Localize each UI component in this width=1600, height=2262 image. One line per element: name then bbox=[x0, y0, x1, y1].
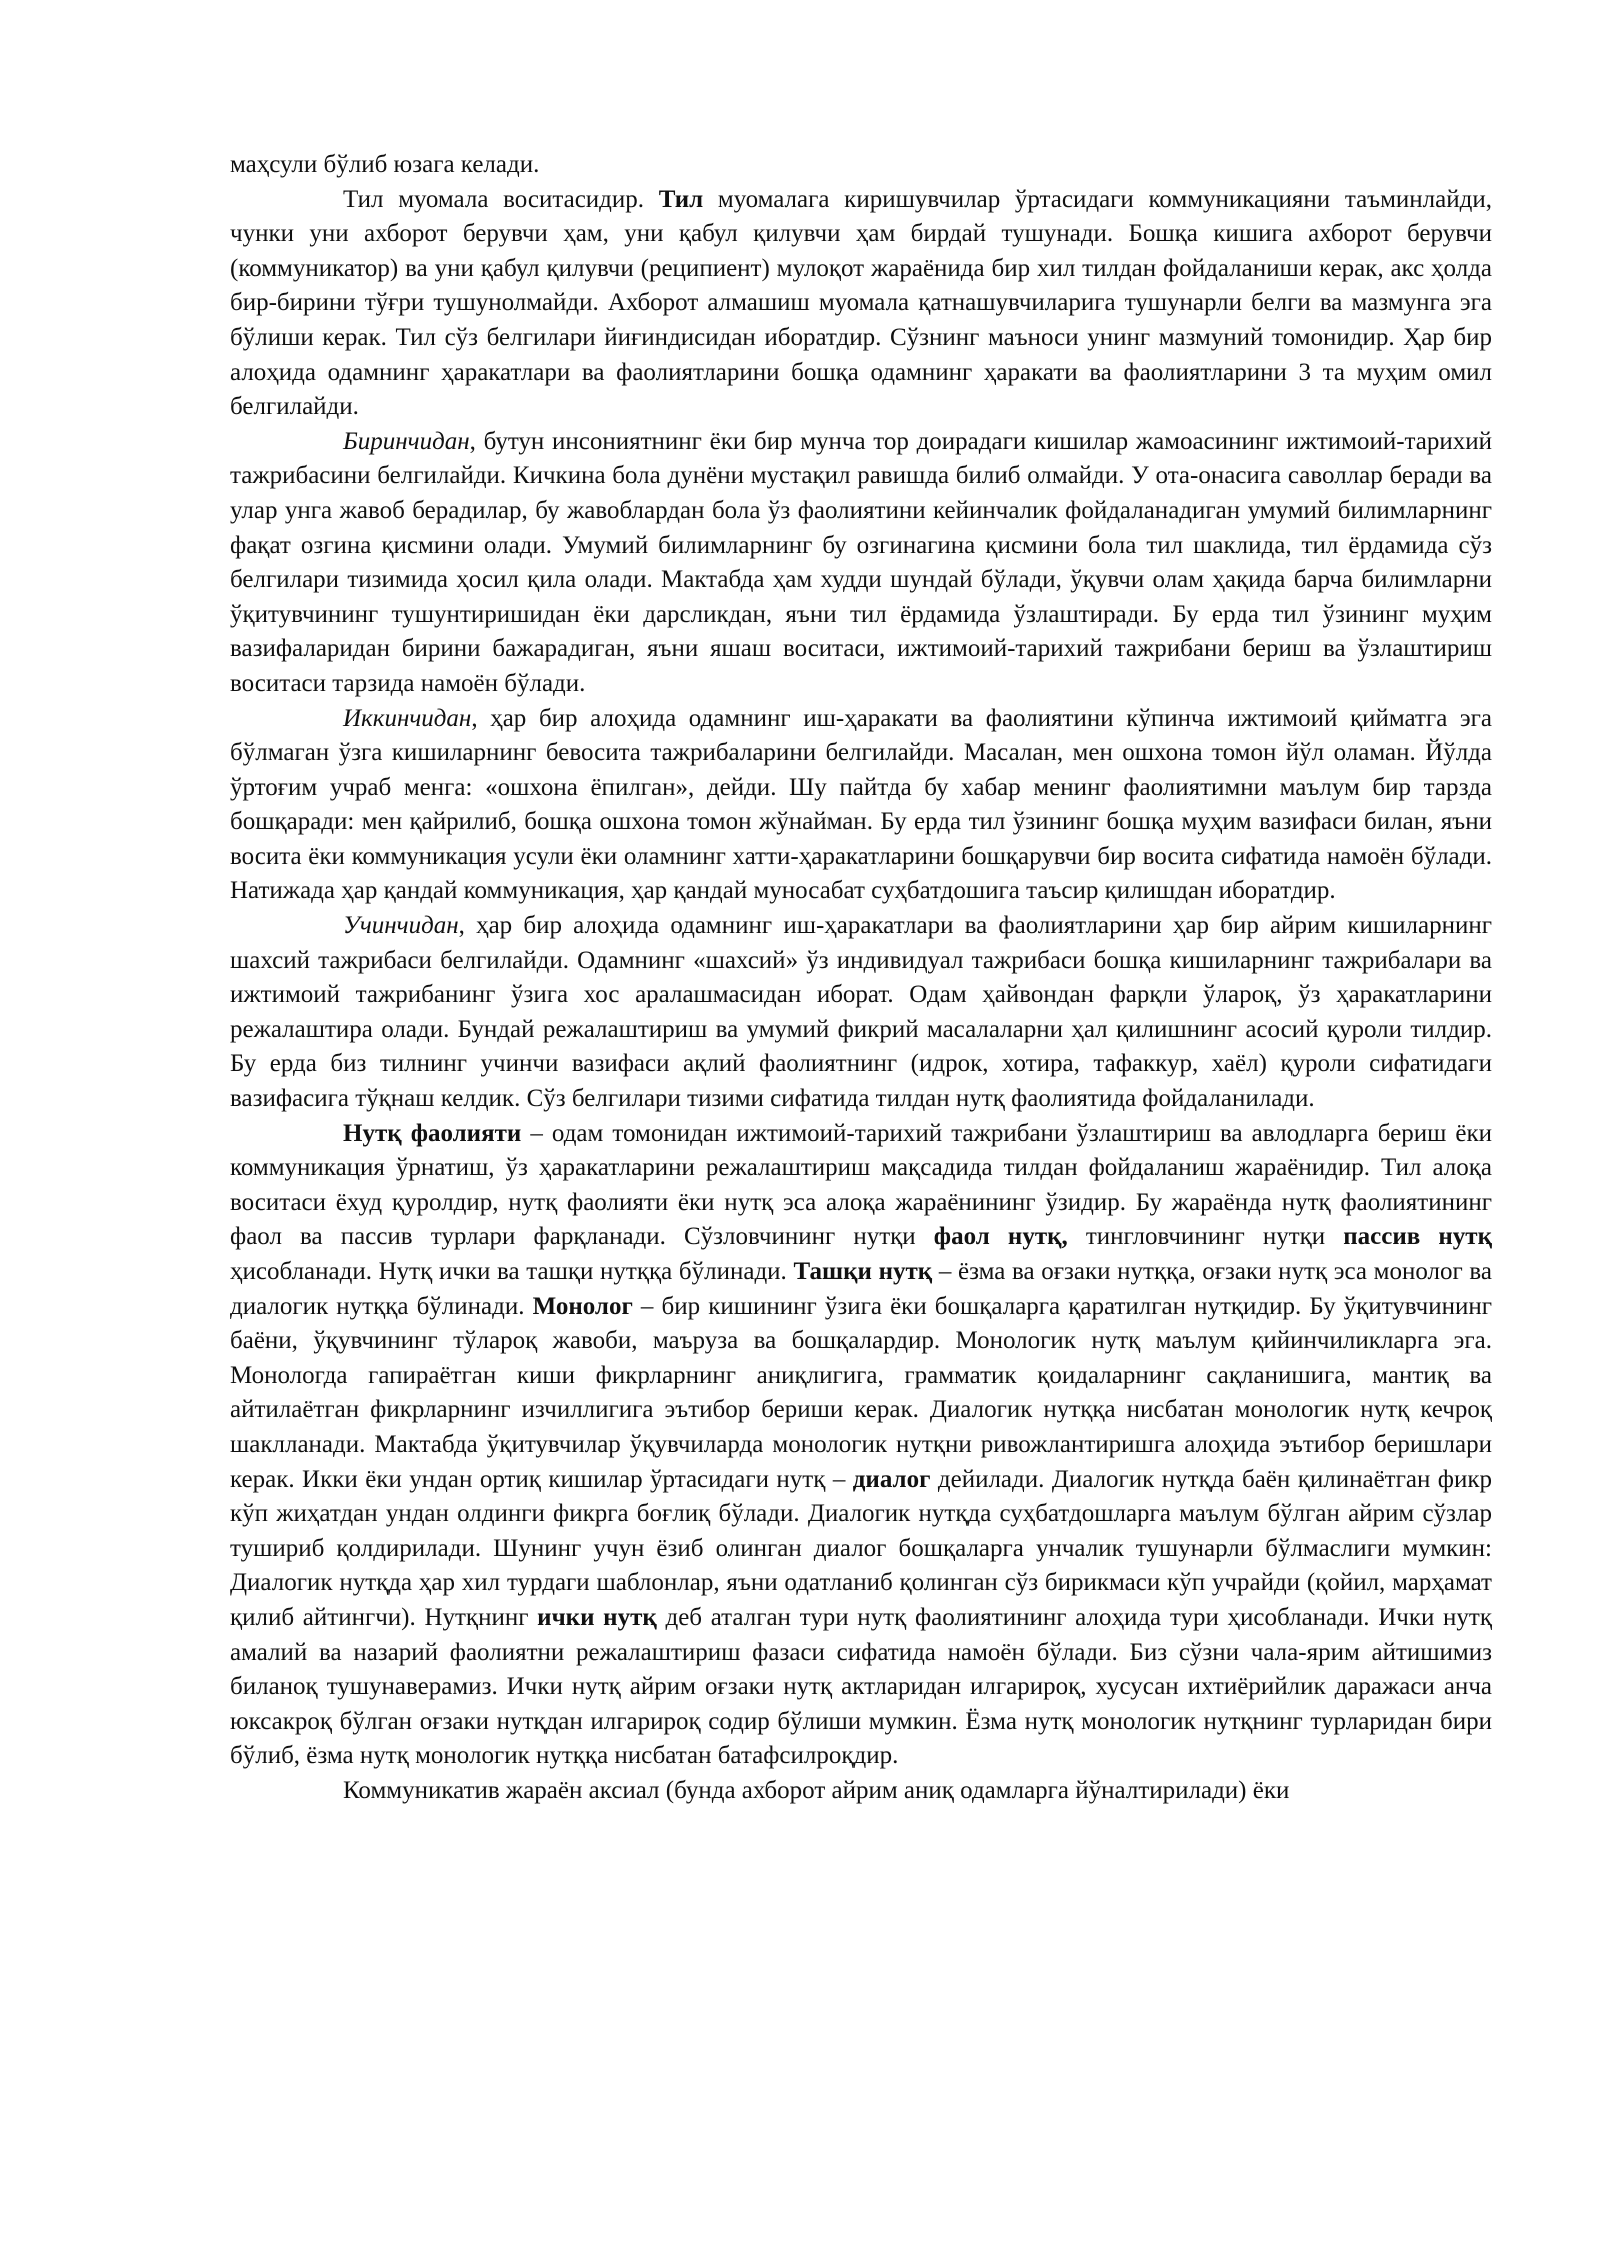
paragraph bbox=[230, 1774, 1492, 1809]
document-body bbox=[230, 148, 1492, 1809]
text-run: , ҳар бир алоҳида одамнинг иш-ҳаракати ва фаолиятини кўпинча ижтимоий қийматга эга бўлмаган ўзга кишиларнинг бевосита тажрибаларини белгилайди. Масалан, мен ошхона томон йўл оламан. Йўлда ўртоғим учраб менга: «ошхона ёпилган», дейди. Шу пайтда бу хабар менинг фаолиятимни маълум бир тарзда бошқаради: мен қайрилиб, бошқа ошхона томон жўнайман. Бу ерда тил ўзининг бошқа муҳим вазифаси билан, яъни восита ёки коммуникация усули ёки оламнинг хатти-ҳаракатларини бошқарувчи бир восита сифатида намоён бўлади. Натижада ҳар қандай коммуникация, ҳар қандай муносабат суҳбатдошига таъсир қилишдан иборатдир. bbox=[230, 704, 1492, 905]
text-run: – ёзма ва оғзаки нутққа, оғзаки нутқ эса монолог ва диалогик нутққа бўлинади. bbox=[230, 1258, 1492, 1320]
text-run: , бутун инсониятнинг ёки бир мунча тор доирадаги кишилар жамоасининг ижтимоий-тарихий тажрибасини белгилайди. Кичкина бола дунёни мустақил равишда билиб олмайди. У ота-онасига саволлар беради ва улар унга жавоб берадилар, бу жавоблардан бола ўз фаолиятини кейинчалик фойдаланадиган умумий билимларнинг фақат озгина қисмини олади. Умумий билимларнинг бу озгинагина қисмини бола тил шаклида, тил ёрдамида сўз белгилари тизимида ҳосил қила олади. Мактабда ҳам худди шундай бўлади, ўқувчи олам ҳақида барча билимларни ўқитувчининг тушунтиришидан ёки дарсликдан, яъни тил ёрдамида ўзлаштиради. Бу ерда тил ўзининг муҳим вазифаларидан бирини бажарадиган, яъни яшаш воситаси, ижтимоий-тарихий тажрибани бериш ва ўзлаштириш воситаси тарзида намоён бўлади. bbox=[230, 427, 1492, 697]
italic-term: Учинчидан bbox=[343, 912, 459, 940]
paragraph bbox=[230, 148, 1492, 183]
bold-term: ички нутқ bbox=[537, 1603, 657, 1631]
text-run: – одам томонидан ижтимоий-тарихий тажрибани ўзлаштириш ва авлодларга бериш ёки коммуникация ўрнатиш, ўз ҳаракатларини режалаштириш мақсадида тилдан фойдаланиш жараёнидир. Тил алоқа воситаси ёхуд қуролдир, нутқ фаолияти ёки нутқ эса алоқа жараёнининг ўзидир. Бу жараёнда нутқ фаолиятининг фаол ва пассив турлари фарқланади. Сўзловчининг нутқи bbox=[230, 1119, 1492, 1251]
bold-term: фаол нутқ, bbox=[933, 1223, 1068, 1251]
paragraph bbox=[230, 183, 1492, 425]
text-run: тингловчининг нутқи bbox=[1067, 1223, 1344, 1251]
text-run: Тил муомала воситасидир. bbox=[343, 185, 659, 213]
paragraph bbox=[230, 1117, 1492, 1774]
text-run: – бир кишининг ўзига ёки бошқаларга қаратилган нутқидир. Бу ўқитувчининг баёни, ўқувчининг тўлароқ жавоби, маъруза ва бошқалардир. Монологик нутқ маълум қийинчиликларга эга. Монологда гапираётган киши фикрларнинг аниқлигига, грамматик қоидаларнинг сақланишига, мантиқ ва айтилаётган фикрларнинг изчиллигига эътибор бериши керак. Диалогик нутққа нисбатан монологик нутқ кечроқ шаклланади. Мактабда ўқитувчилар ўқувчиларда монологик нутқни ривожлантиришга алоҳида эътибор беришлари керак. Икки ёки ундан ортиқ кишилар ўртасидаги нутқ – bbox=[230, 1292, 1492, 1493]
paragraph bbox=[230, 425, 1492, 702]
text-run: маҳсули бўлиб юзага келади. bbox=[230, 151, 540, 178]
paragraph bbox=[230, 702, 1492, 910]
bold-term: Монолог bbox=[532, 1292, 633, 1320]
bold-term: Нутқ фаолияти bbox=[343, 1119, 522, 1147]
bold-term: пассив нутқ bbox=[1343, 1223, 1492, 1251]
text-run: , ҳар бир алоҳида одамнинг иш-ҳаракатлари ва фаолиятларини ҳар бир айрим кишиларнинг шахсий тажрибаси белгилайди. Одамнинг «шахсий» ўз индивидуал тажрибаси бошқа кишиларнинг тажрибалари ва ижтимоий тажрибанинг ўзига хос аралашмасидан иборат. Одам ҳайвондан фарқли ўлароқ, ўз ҳаракатларини режалаштира олади. Бундай режалаштириш ва умумий фикрий масалаларни ҳал қилишнинг асосий қуроли тилдир. Бу ерда биз тилнинг учинчи вазифаси ақлий фаолиятнинг (идрок, хотира, тафаккур, хаёл) қуроли сифатидаги вазифасига тўқнаш келдик. Сўз белгилари тизими сифатида тилдан нутқ фаолиятида фойдаланилади. bbox=[230, 912, 1492, 1113]
text-run: ҳисобланади. Нутқ ички ва ташқи нутққа бўлинади. bbox=[230, 1258, 794, 1285]
italic-term: Биринчидан bbox=[343, 427, 470, 455]
italic-term: Иккинчидан bbox=[343, 704, 472, 732]
text-run: муомалага киришувчилар ўртасидаги коммуникацияни таъминлайди, чунки уни ахборот берувчи ҳам, уни қабул қилувчи ҳам бирдай тушунади. Бошқа кишига ахборот берувчи (коммуникатор) ва уни қабул қилувчи (реципиент) мулоқот жараёнида бир хил тилдан фойдаланиши керак, акс ҳолда бир-бирини тўғри тушунолмайди. Ахборот алмашиш муомала қатнашувчиларига тушунарли белги ва мазмунга эга бўлиши керак. Тил сўз белгилари йиғиндисидан иборатдир. Сўзнинг маъноси унинг мазмуний томонидир. Ҳар бир алоҳида одамнинг ҳаракатлари ва фаолиятларини бошқа одамнинг ҳаракати ва фаолиятларини 3 та муҳим омил белгилайди. bbox=[230, 185, 1492, 421]
bold-term: диалог bbox=[852, 1465, 931, 1493]
bold-term: Тил bbox=[658, 185, 704, 213]
paragraph bbox=[230, 909, 1492, 1117]
bold-term: Ташқи нутқ bbox=[793, 1258, 933, 1285]
text-run: Коммуникатив жараён аксиал (бунда ахборот айрим аниқ одамларга йўналтирилади) ёки bbox=[343, 1776, 1290, 1804]
text-run: дейилади. Диалогик нутқда баён қилинаётган фикр кўп жиҳатдан ундан олдинги фикрга боғлиқ бўлади. Диалогик нутқда суҳбатдошларга маълум бўлган айрим сўзлар тушириб қолдирилади. Шунинг учун ёзиб олинган диалог бошқаларга унчалик тушунарли бўлмаслиги мумкин: Диалогик нутқда ҳар хил турдаги шаблонлар, яъни одатланиб қолинган сўз бирикмаси кўп учрайди (қойил, марҳамат қилиб айтингчи). Нутқнинг bbox=[230, 1465, 1493, 1631]
text-run: деб аталган тури нутқ фаолиятининг алоҳида тури ҳисобланади. Ички нутқ амалий ва назарий фаолиятни режалаштириш фазаси сифатида намоён бўлади. Биз сўзни чала-ярим айтишимиз биланоқ тушунаверамиз. Ички нутқ айрим оғзаки нутқ актларидан илгарироқ, хусусан ихтиёрийлик даражаси анча юксакроқ бўлган оғзаки нутқдан илгарироқ содир бўлиши мумкин. Ёзма нутқ монологик нутқнинг турларидан бири бўлиб, ёзма нутқ монологик нутққа нисбатан батафсилроқдир. bbox=[230, 1603, 1492, 1770]
